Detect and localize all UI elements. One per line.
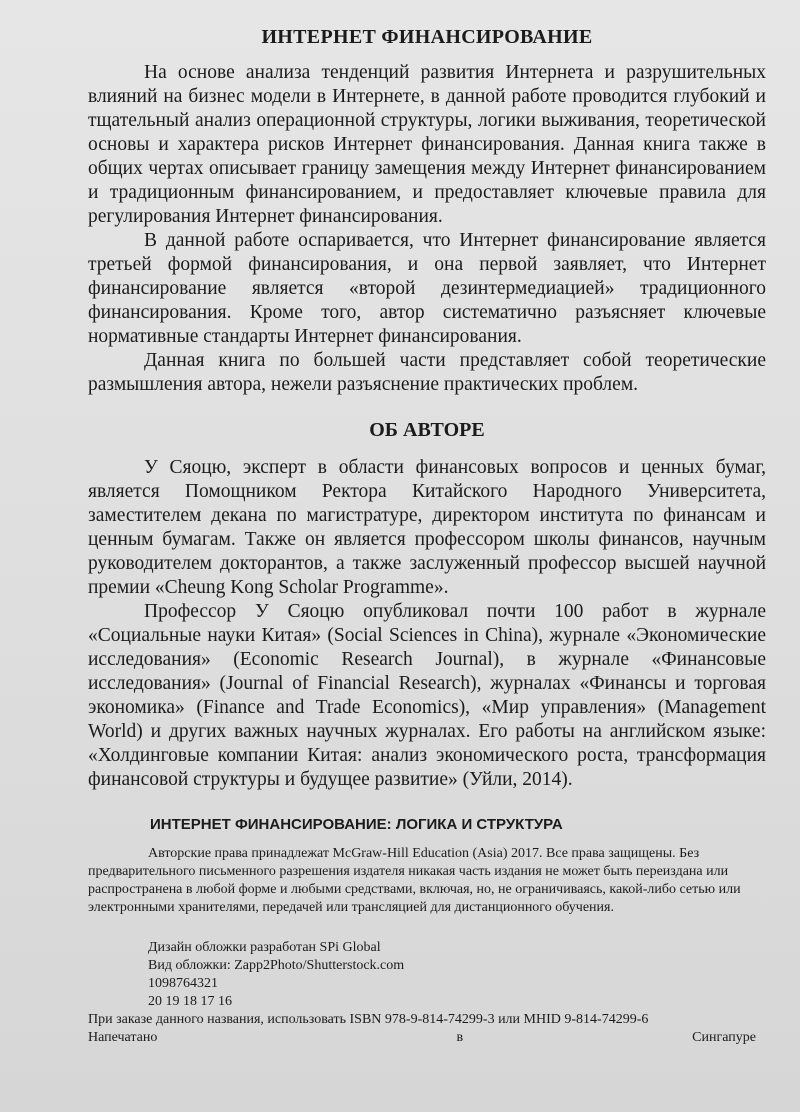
isbn-order-line: При заказе данного названия, использовать ISBN 978-9-814-74299-3 или MHID 9-814-74299-6 [88,1012,649,1027]
page-title: ИНТЕРНЕТ ФИНАНСИРОВАНИЕ [261,26,593,48]
printed-country: Сингапуре [692,1030,756,1045]
imprint-title: ИНТЕРНЕТ ФИНАНСИРОВАНИЕ: ЛОГИКА И СТРУКТУРА [150,816,563,833]
about-paragraph-1: У Сяоцю, эксперт в области финансовых вопросов и ценных бумаг, является Помощником Ректора Китайского Народного Университета, заместителем декана по магистратуре, директором института по финансам и ценным бумагам. Также он является профессором школы финансов, научным руководителем докторантов, а также заслуженный профессор высшей научной премии «Cheung Kong Scholar Programme». [88,457,766,598]
cover-image-credit: Вид обложки: Zapp2Photo/Shutterstock.com [148,958,405,973]
printing-number-line: 1098764321 [148,976,218,991]
intro-paragraph-3: Данная книга по большей части представляет собой теоретические размышления автора, нежели разъяснение практических проблем. [88,350,766,395]
printed-in-word: в [456,1030,464,1045]
about-author-heading: ОБ АВТОРЕ [369,419,485,441]
about-paragraph-2: Профессор У Сяоцю опубликовал почти 100 работ в журнале «Социальные науки Китая» (Social Sciences in China), журнале «Экономические исследования» (Economic Research Journal), в журнале «Финансовые исследования» (Journal of Financial Research), журналах «Финансы и торговая экономика» (Finance and Trade Economics), «Мир управления» (Management World) и других важных научных журналах. Его работы на английском языке: «Холдинговые компании Китая: анализ экономического роста, трансформация финансовой структуры и будущее развитие» (Уйли, 2014). [88,601,766,790]
printed-label: Напечатано [88,1030,158,1045]
credits-block [148,939,766,1011]
copyright-notice: Авторские права принадлежат McGraw-Hill Education (Asia) 2017. Все права защищены. Без предварительного письменного разрешения издателя никакая часть издания не может быть переиздана или распространена в любой форме и любыми средствами, включая, но, не ограничиваясь, какой-либо сетью или электронными хранителями, передачей или трансляцией для дистанционного обучения. [88,846,741,915]
printed-in-row [88,1029,766,1047]
intro-paragraph-2: В данной работе оспаривается, что Интернет финансирование является третьей формой финансирования, и она первой заявляет, что Интернет финансирование является «второй дезинтермедиацией» традиционного финансирования. Кроме того, автор систематично разъясняет ключевые нормативные стандарты Интернет финансирования. [88,230,766,347]
cover-design-credit: Дизайн обложки разработан SPi Global [148,940,381,955]
intro-paragraph-1: На основе анализа тенденций развития Интернета и разрушительных влияний на бизнес модели в Интернете, в данной работе проводится глубокий и тщательный анализ операционной структуры, логики выживания, теоретической основы и характера рисков Интернет финансирования. Данная книга также в общих чертах описывает границу замещения между Интернет финансированием и традиционным финансированием, и предоставляет ключевые правила для регулирования Интернет финансирования. [88,62,766,227]
printing-years-line: 20 19 18 17 16 [148,994,232,1009]
